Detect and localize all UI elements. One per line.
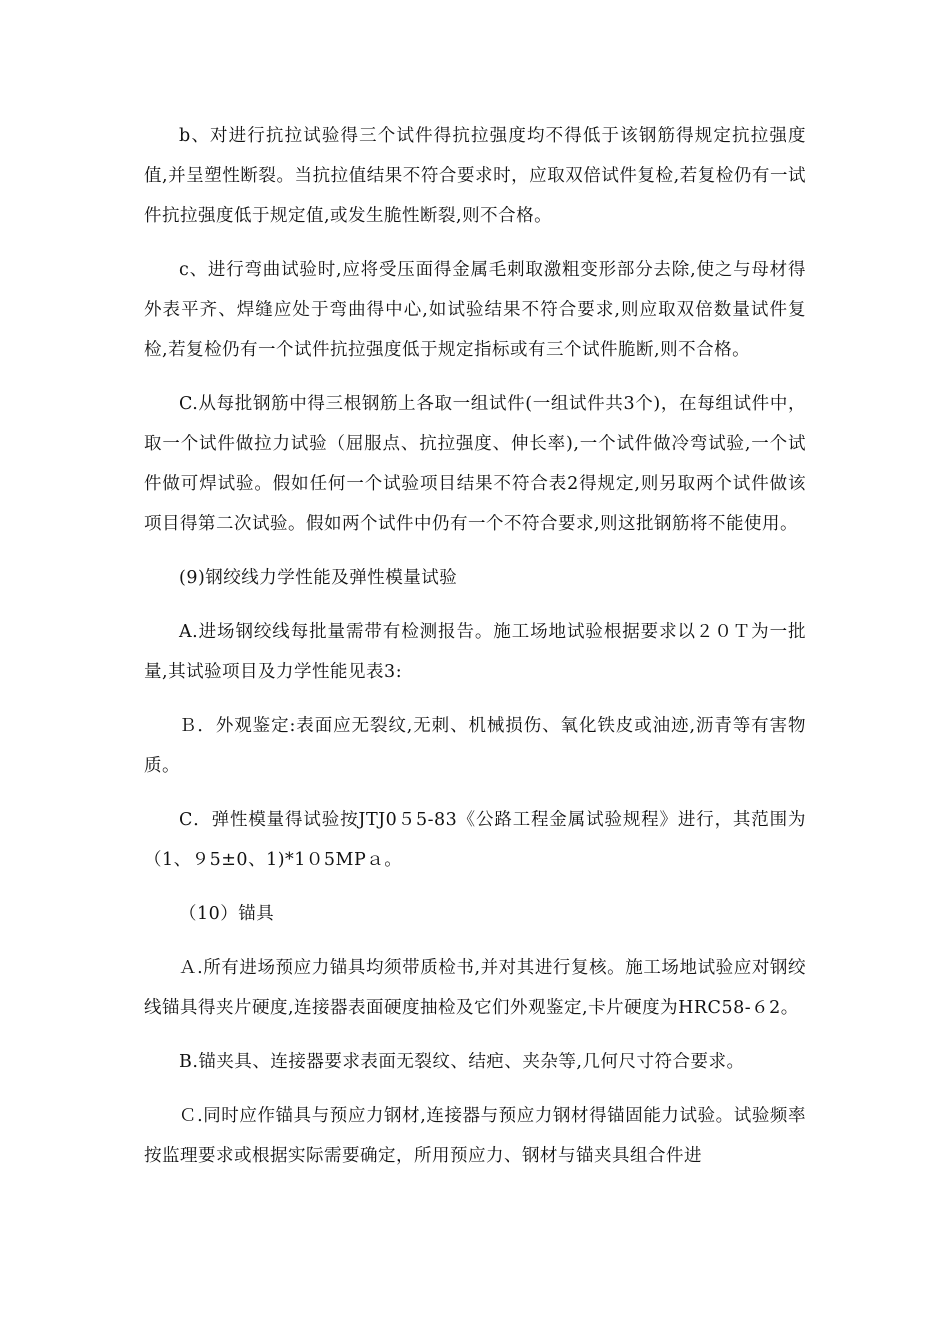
paragraph-strand-report: A.进场钢绞线每批量需带有检测报告。施工场地试验根据要求以２０Ｔ为一批量,其试验项目及力学性能见表3: [144,622,806,682]
paragraph-elastic-modulus: C．弹性模量得试验按JTJ0５5-83《公路工程金属试验规程》进行，其范围为（1、９5±0、1)*1０5MPａ。 [144,810,806,870]
paragraph-anchorage-certificate: Ａ.所有进场预应力锚具均须带质检书,并对其进行复核。施工场地试验应对钢绞线锚具得夹片硬度,连接器表面硬度抽检及它们外观鉴定,卡片硬度为HRC58-６2。 [144,958,806,1018]
paragraph-bend-test: c、进行弯曲试验时,应将受压面得金属毛刺取激粗变形部分去除,使之与母材得外表平齐、焊缝应处于弯曲得中心,如试验结果不符合要求,则应取双倍数量试件复检,若复检仍有一个试件抗拉强度低于规定指标或有三个试件脆断,则不合格。 [144,260,806,360]
section-heading-strand-test: (9)钢绞线力学性能及弹性模量试验 [179,568,458,588]
document-body [144,116,806,1190]
paragraph-tensile-test: b、对进行抗拉试验得三个试件得抗拉强度均不得低于该钢筋得规定抗拉强度值,并呈塑性断裂。当抗拉值结果不符合要求时，应取双倍试件复检,若复检仍有一试件抗拉强度低于规定值,或发生脆性断裂,则不合格。 [144,126,806,226]
paragraph-anchorage-surface: B.锚夹具、连接器要求表面无裂纹、结疤、夹杂等,几何尺寸符合要求。 [179,1052,745,1072]
paragraph-sampling-rule: C.从每批钢筋中得三根钢筋上各取一组试件(一组试件共3个)，在每组试件中，取一个试件做拉力试验（屈服点、抗拉强度、伸长率),一个试件做冷弯试验,一个试件做可焊试验。假如任何一个试验项目结果不符合表2得规定,则另取两个试件做该项目得第二次试验。假如两个试件中仍有一个不符合要求,则这批钢筋将不能使用。 [144,394,806,534]
section-heading-anchorage: （10）锚具 [179,904,275,924]
paragraph-anchorage-capacity: Ｃ.同时应作锚具与预应力钢材,连接器与预应力钢材得锚固能力试验。试验频率按监理要求或根据实际需要确定，所用预应力、钢材与锚夹具组合件进 [144,1106,806,1166]
paragraph-visual-inspection: Ｂ．外观鉴定:表面应无裂纹,无刺、机械损伤、氧化铁皮或油迹,沥青等有害物质。 [144,716,806,776]
